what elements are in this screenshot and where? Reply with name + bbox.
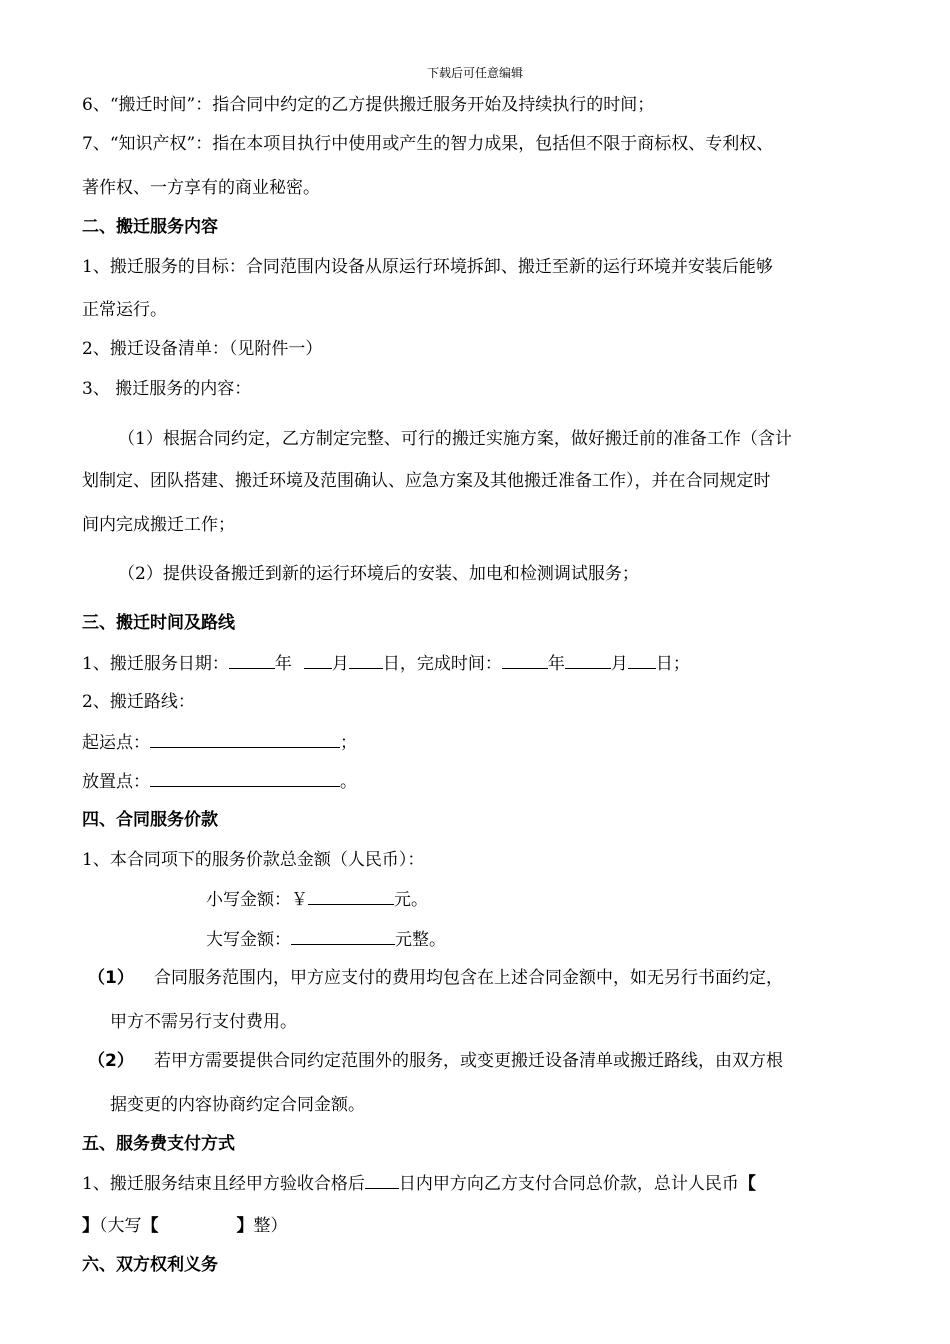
section-3-route: 2、搬迁路线： [82, 692, 195, 712]
end-day-blank[interactable] [628, 652, 656, 669]
uppercase-bracket-close: 】 [236, 1216, 254, 1236]
section-2-sub2: （2）提供设备搬迁到新的运行环境后的安装、加电和检测调试服务； [118, 564, 639, 584]
uppercase-label: （大写 [99, 1216, 142, 1236]
small-amount-blank[interactable] [308, 888, 394, 905]
section-2-p3: 3、 搬迁服务的内容： [82, 379, 252, 399]
start-point-line [82, 731, 357, 754]
payment-days-blank[interactable] [365, 1172, 399, 1189]
section-4-n1-number: （1） [88, 968, 134, 988]
section-2-p1: 1、搬迁服务的目标：合同范围内设备从原运行环境拆卸、搬迁至新的运行环境并安装后能够 [82, 257, 773, 277]
big-amount-blank[interactable] [291, 928, 395, 945]
big-amount-unit: 元整。 [395, 930, 446, 950]
section-4-title: 四、合同服务价款 [82, 810, 218, 830]
place-point-end: 。 [340, 772, 357, 792]
section-5-p1-cont [82, 1215, 288, 1237]
place-point-line [82, 770, 357, 793]
day-label-end: 日； [655, 654, 690, 674]
section-6-title: 六、双方权利义务 [82, 1255, 218, 1275]
start-month-blank[interactable] [304, 652, 332, 669]
completion-label: 日，完成时间： [382, 654, 502, 674]
section-5-p1 [82, 1172, 756, 1195]
section-4-n2-cont: 据变更的内容协商约定合同金额。 [110, 1095, 365, 1115]
end-month-blank[interactable] [565, 652, 611, 669]
amount-bracket-open: 【 [738, 1174, 756, 1194]
small-amount-line [206, 888, 428, 911]
small-amount-label: 小写金额：￥ [206, 890, 308, 910]
uppercase-bracket-open: 【 [141, 1216, 159, 1236]
start-point-end: ； [340, 733, 357, 753]
place-point-label: 放置点： [82, 772, 150, 792]
section-4-n2-text: 若甲方需要提供合同约定范围外的服务，或变更搬迁设备清单或搬迁路线，由双方根 [154, 1051, 783, 1071]
end-year-blank[interactable] [502, 652, 548, 669]
section-2-sub1-cont1: 划制定、团队搭建、搬迁环境及范围确认、应急方案及其他搬迁准备工作），并在合同规定时 [82, 471, 771, 491]
amount-bracket-close: 】 [82, 1216, 99, 1236]
payment-condition-text: 1、搬迁服务结束且经甲方验收合格后 [82, 1174, 365, 1194]
start-day-blank[interactable] [349, 652, 383, 669]
definition-item-7: 7、“知识产权”：指在本项目执行中使用或产生的智力成果，包括但不限于商标权、专利权、 [82, 134, 774, 154]
section-2-p1-cont: 正常运行。 [82, 300, 167, 320]
month-label-2: 月 [610, 654, 628, 674]
section-3-title: 三、搬迁时间及路线 [82, 613, 235, 633]
place-point-blank[interactable] [150, 770, 340, 787]
section-2-p2: 2、搬迁设备清单：（见附件一） [82, 339, 323, 359]
year-label: 年 [274, 654, 292, 674]
service-date-label: 1、搬迁服务日期： [82, 654, 229, 674]
uppercase-end: 整） [253, 1216, 288, 1236]
big-amount-line [206, 928, 446, 951]
section-4-p1: 1、本合同项下的服务价款总金额（人民币）： [82, 850, 425, 870]
definition-item-6: 6、“搬迁时间”：指合同中约定的乙方提供搬迁服务开始及持续执行的时间； [82, 95, 655, 115]
page-header-note: 下载后可任意编辑 [426, 66, 523, 80]
section-2-sub1: （1）根据合同约定，乙方制定完整、可行的搬迁实施方案，做好搬迁前的准备工作（含计 [118, 429, 792, 449]
start-point-label: 起运点： [82, 733, 150, 753]
section-2-sub1-cont2: 间内完成搬迁工作； [82, 515, 235, 535]
start-point-blank[interactable] [150, 731, 340, 748]
section-2-title: 二、搬迁服务内容 [82, 217, 218, 237]
section-4-n1-cont: 甲方不需另行支付费用。 [110, 1012, 297, 1032]
big-amount-label: 大写金额： [206, 930, 291, 950]
section-4-n2-number: （2） [88, 1051, 134, 1071]
section-3-date-line [82, 652, 690, 675]
section-5-title: 五、服务费支付方式 [82, 1134, 235, 1154]
month-label: 月 [331, 654, 349, 674]
definition-item-7-cont: 著作权、一方享有的商业秘密。 [82, 178, 320, 198]
start-year-blank[interactable] [229, 652, 275, 669]
section-4-n1-text: 合同服务范围内，甲方应支付的费用均包含在上述合同金额中，如无另行书面约定， [154, 968, 783, 988]
small-amount-unit: 元。 [394, 890, 428, 910]
year-label-2: 年 [547, 654, 565, 674]
payment-total-text: 日内甲方向乙方支付合同总价款，总计人民币 [398, 1174, 739, 1194]
